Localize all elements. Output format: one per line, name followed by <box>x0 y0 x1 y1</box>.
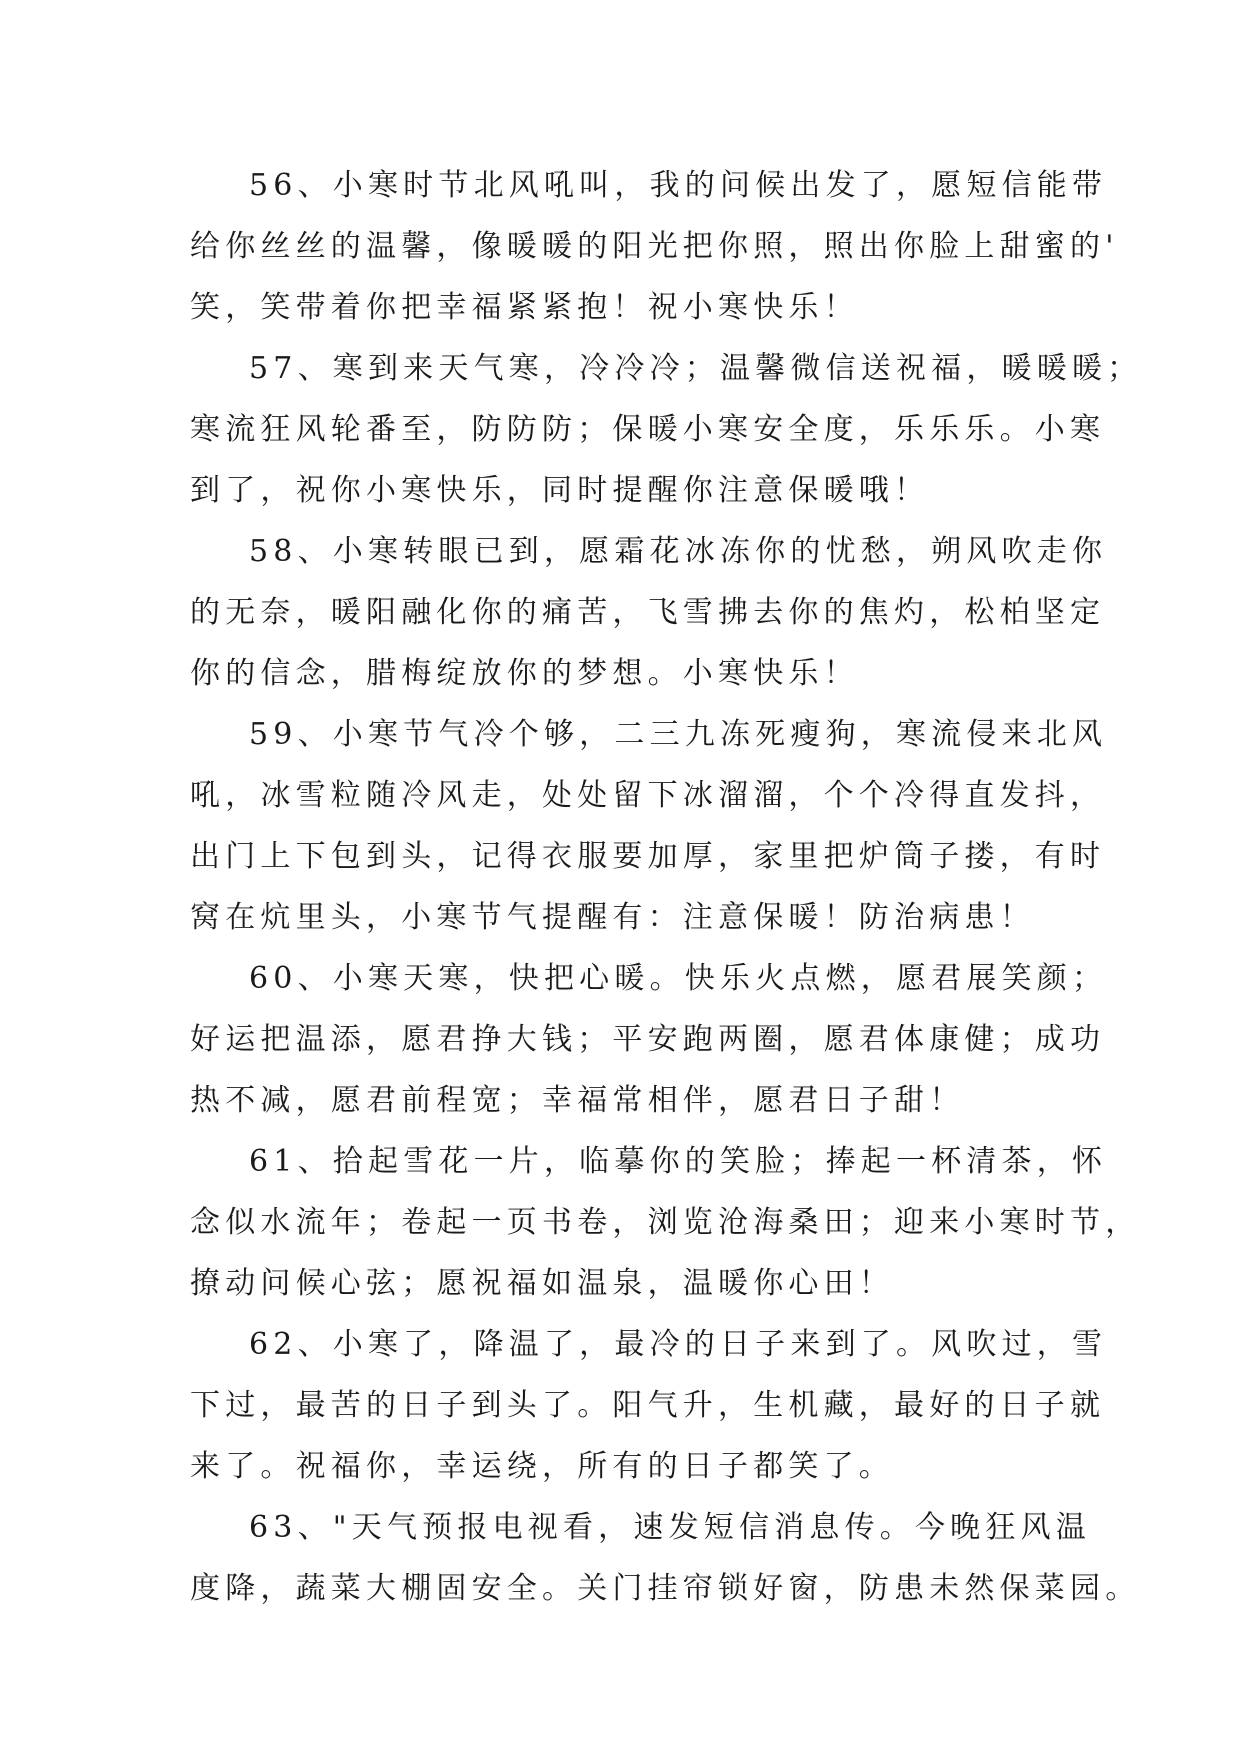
paragraph-line: 到了，祝你小寒快乐，同时提醒你注意保暖哦！ <box>190 473 930 508</box>
paragraph-line: 给你丝丝的温馨，像暖暖的阳光把你照，照出你脸上甜蜜的' <box>190 229 1119 264</box>
paragraph-line: 57、寒到来天气寒，冷冷冷；温馨微信送祝福，暖暖暖； <box>249 351 1143 386</box>
document-body <box>190 155 1143 1619</box>
paragraph-line: 62、小寒了，降温了，最冷的日子来到了。风吹过，雪 <box>249 1327 1108 1362</box>
paragraph-line: 热不减，愿君前程宽；幸福常相伴，愿君日子甜！ <box>190 1083 965 1118</box>
paragraph-line: 60、小寒天寒，快把心暖。快乐火点燃，愿君展笑颜； <box>249 961 1108 996</box>
paragraph-61 <box>190 1131 1141 1314</box>
paragraph-line: 寒流狂风轮番至，防防防；保暖小寒安全度，乐乐乐。小寒 <box>190 412 1106 447</box>
paragraph-line: 撩动问候心弦；愿祝福如温泉，温暖你心田！ <box>190 1266 894 1301</box>
paragraph-line: 窝在炕里头，小寒节气提醒有：注意保暖！防治病患！ <box>190 900 1035 935</box>
paragraph-60 <box>190 948 1108 1131</box>
paragraph-59 <box>190 704 1108 948</box>
paragraph-line: 度降，蔬菜大棚固安全。关门挂帘锁好窗，防患未然保菜园。 <box>190 1571 1141 1606</box>
paragraph-line: 61、拾起雪花一片，临摹你的笑脸；捧起一杯清茶，怀 <box>249 1144 1108 1179</box>
paragraph-line: 来了。祝福你，幸运绕，所有的日子都笑了。 <box>190 1449 894 1484</box>
paragraph-57 <box>190 338 1143 521</box>
paragraph-line: 笑，笑带着你把幸福紧紧抱！祝小寒快乐！ <box>190 290 859 325</box>
paragraph-line: 下过，最苦的日子到头了。阳气升，生机藏，最好的日子就 <box>190 1388 1106 1423</box>
paragraph-line: 念似水流年；卷起一页书卷，浏览沧海桑田；迎来小寒时节， <box>190 1205 1141 1240</box>
paragraph-58 <box>190 521 1108 704</box>
paragraph-63 <box>190 1497 1141 1619</box>
paragraph-line: 你的信念，腊梅绽放你的梦想。小寒快乐！ <box>190 656 859 691</box>
paragraph-line: 56、小寒时节北风吼叫，我的问候出发了，愿短信能带 <box>249 168 1108 203</box>
paragraph-line: 63、"天气预报电视看，速发短信消息传。今晚狂风温 <box>249 1510 1091 1545</box>
paragraph-line: 58、小寒转眼已到，愿霜花冰冻你的忧愁，朔风吹走你 <box>249 534 1108 569</box>
paragraph-line: 的无奈，暖阳融化你的痛苦，飞雪拂去你的焦灼，松柏坚定 <box>190 595 1106 630</box>
paragraph-62 <box>190 1314 1108 1497</box>
paragraph-56 <box>190 155 1119 338</box>
paragraph-line: 好运把温添，愿君挣大钱；平安跑两圈，愿君体康健；成功 <box>190 1022 1106 1057</box>
paragraph-line: 出门上下包到头，记得衣服要加厚，家里把炉筒子搂，有时 <box>190 839 1106 874</box>
paragraph-line: 吼，冰雪粒随冷风走，处处留下冰溜溜，个个冷得直发抖， <box>190 778 1106 813</box>
paragraph-line: 59、小寒节气冷个够，二三九冻死瘦狗，寒流侵来北风 <box>249 717 1108 752</box>
